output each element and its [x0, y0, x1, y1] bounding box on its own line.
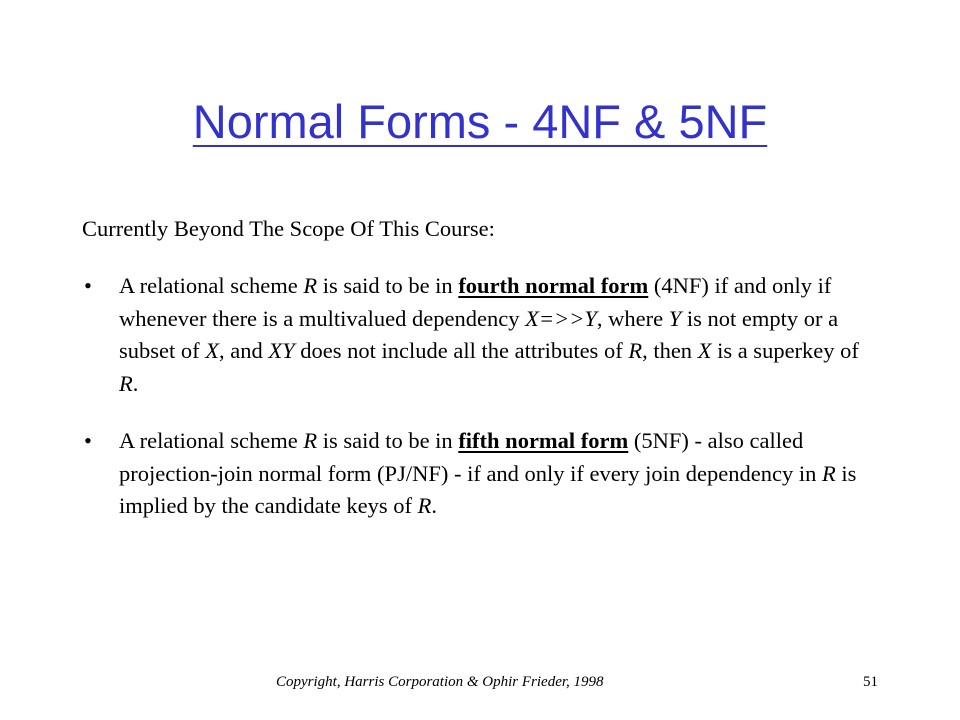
text-segment: . — [431, 493, 438, 519]
text-segment: A relational scheme — [119, 273, 304, 298]
text-segment: A relational scheme — [119, 428, 304, 453]
bullet-icon: • — [84, 428, 92, 453]
variable-x: X — [697, 338, 712, 364]
bullet-text-4nf — [119, 270, 879, 400]
text-segment: , and — [219, 338, 269, 364]
variable-r: R — [119, 370, 133, 396]
text-segment: is said to be in — [317, 273, 459, 298]
text-segment: is not empty or a subset of — [119, 305, 839, 364]
copyright-footer: Copyright, Harris Corporation & Ophir Frieder, 1998 — [276, 674, 604, 690]
variable-r: R — [303, 273, 318, 298]
bullet-icon: • — [84, 273, 92, 298]
term-fifth-normal-form: fifth normal form — [458, 428, 629, 453]
intro-text: Currently Beyond The Scope Of This Course: — [82, 216, 495, 241]
variable-r: R — [821, 460, 836, 486]
page-number: 51 — [863, 674, 878, 690]
text-segment: is implied by the candidate keys of — [119, 460, 857, 519]
variable-x: X — [205, 338, 219, 364]
variable-r: R — [303, 428, 318, 453]
variable-r: R — [628, 338, 643, 364]
text-segment: , where — [596, 305, 669, 331]
text-segment: (5NF) - also called projection-join normal form (PJ/NF) - if and only if every join dependency in — [119, 428, 822, 486]
variable-r: R — [417, 493, 432, 519]
bullet-text-5nf — [119, 425, 879, 523]
text-segment: , then — [642, 338, 698, 364]
mvd-expression: X=>>Y — [525, 305, 597, 331]
text-segment: is said to be in — [317, 428, 459, 453]
variable-y: Y — [668, 305, 682, 331]
slide-title: Normal Forms - 4NF & 5NF — [192, 95, 768, 148]
text-segment: (4NF) if and only if whenever there is a multivalued dependency — [119, 273, 832, 331]
text-segment: does not include all the attributes of — [294, 338, 629, 364]
term-fourth-normal-form: fourth normal form — [458, 273, 649, 298]
text-segment: . — [132, 370, 139, 396]
variable-xy: XY — [268, 338, 295, 364]
text-segment: is a superkey of — [711, 338, 859, 364]
